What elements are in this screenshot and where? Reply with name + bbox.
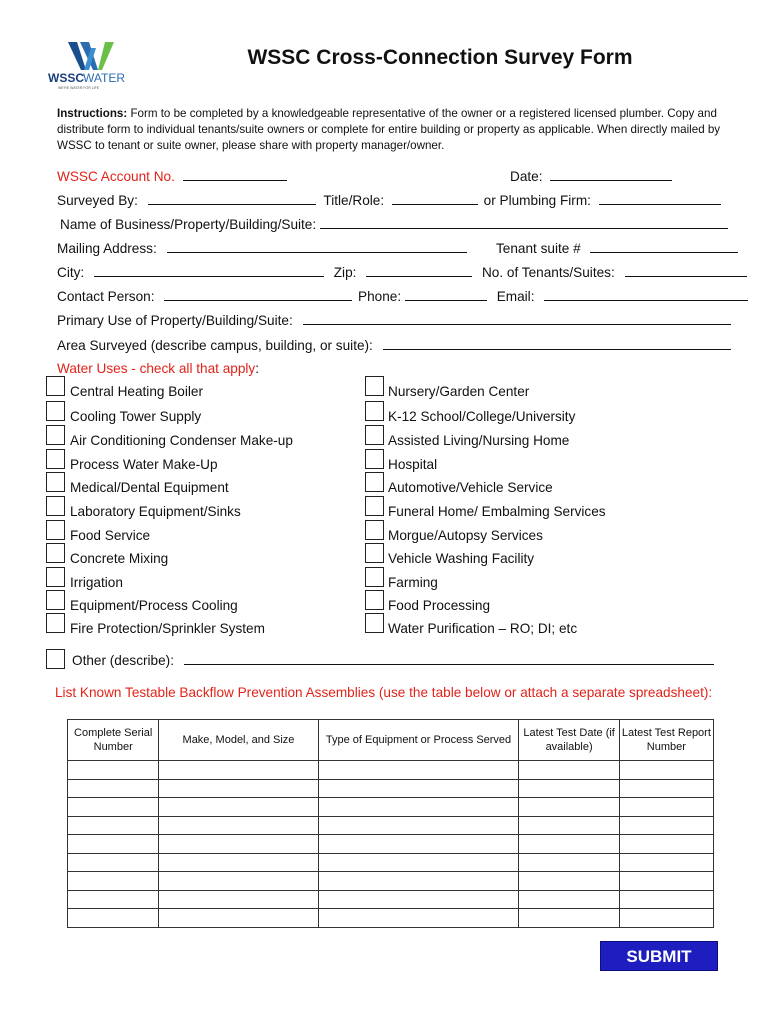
- left-checkbox-7[interactable]: [46, 543, 65, 563]
- other-label: Other (describe):: [72, 653, 174, 668]
- plumbing-firm-field[interactable]: [599, 191, 721, 205]
- left-checkbox-1[interactable]: [46, 401, 65, 421]
- business-name-label: Name of Business/Property/Building/Suite:: [60, 217, 317, 232]
- assemblies-table: [67, 719, 714, 928]
- city-row: [57, 263, 747, 282]
- table-cell[interactable]: [619, 779, 713, 798]
- water-uses-heading-text: Water Uses - check all that apply: [57, 361, 256, 376]
- zip-label: Zip:: [333, 265, 357, 280]
- account-no-field[interactable]: [183, 167, 287, 181]
- title-role-label: Title/Role:: [323, 193, 385, 208]
- date-label: Date:: [510, 169, 543, 184]
- left-label-10: Fire Protection/Sprinkler System: [70, 621, 265, 636]
- title-role-field[interactable]: [392, 191, 478, 205]
- table-cell[interactable]: [318, 853, 519, 872]
- table-row: [68, 872, 714, 891]
- left-label-9: Equipment/Process Cooling: [70, 598, 238, 613]
- right-checkbox-7[interactable]: [365, 543, 384, 563]
- num-tenants-field[interactable]: [625, 263, 747, 277]
- right-label-1: K-12 School/College/University: [388, 409, 576, 424]
- table-cell[interactable]: [519, 798, 619, 817]
- area-surveyed-label: Area Surveyed (describe campus, building, or suite):: [57, 338, 373, 353]
- surveyed-by-label: Surveyed By:: [57, 193, 138, 208]
- area-surveyed-row: [57, 336, 731, 355]
- right-label-6: Morgue/Autopsy Services: [388, 528, 543, 543]
- table-cell[interactable]: [159, 779, 318, 798]
- table-cell[interactable]: [619, 909, 713, 928]
- email-label: Email:: [496, 289, 535, 304]
- table-cell[interactable]: [318, 872, 519, 891]
- right-checkbox-5[interactable]: [365, 496, 384, 516]
- table-cell[interactable]: [318, 761, 519, 780]
- other-checkbox[interactable]: [46, 649, 65, 669]
- instructions-label: Instructions:: [57, 107, 128, 120]
- table-cell[interactable]: [68, 909, 159, 928]
- left-checkbox-9[interactable]: [46, 590, 65, 610]
- left-label-4: Medical/Dental Equipment: [70, 480, 229, 495]
- svg-text:WATER: WATER: [83, 71, 125, 85]
- right-label-3: Hospital: [388, 457, 438, 472]
- left-label-5: Laboratory Equipment/Sinks: [70, 504, 241, 519]
- table-cell[interactable]: [519, 835, 619, 854]
- instructions-text: Form to be completed by a knowledgeable representative of the owner or a registered licensed plumber. Copy and distribute form to individual tenants/suite owners or complete for entire building or property as applicable. When directly mailed by WSSC to tenant or suite owner, please share with property manager/owner.: [57, 107, 721, 152]
- col-report-number: Latest Test Report Number: [619, 720, 713, 761]
- table-cell[interactable]: [318, 779, 519, 798]
- num-tenants-label: No. of Tenants/Suites:: [481, 265, 615, 280]
- right-label-7: Vehicle Washing Facility: [388, 551, 535, 566]
- table-cell[interactable]: [159, 909, 318, 928]
- table-cell[interactable]: [68, 761, 159, 780]
- right-label-2: Assisted Living/Nursing Home: [388, 433, 570, 448]
- left-checkbox-8[interactable]: [46, 567, 65, 587]
- table-cell[interactable]: [159, 816, 318, 835]
- surveyed-by-row: [57, 191, 721, 210]
- table-cell[interactable]: [68, 872, 159, 891]
- col-equipment-type: Type of Equipment or Process Served: [318, 720, 519, 761]
- table-cell[interactable]: [68, 890, 159, 909]
- left-checkbox-0[interactable]: [46, 376, 65, 396]
- phone-label: Phone:: [358, 289, 402, 304]
- primary-use-label: Primary Use of Property/Building/Suite:: [57, 313, 293, 328]
- table-cell[interactable]: [619, 835, 713, 854]
- right-checkbox-9[interactable]: [365, 590, 384, 610]
- table-row: [68, 853, 714, 872]
- table-cell[interactable]: [68, 853, 159, 872]
- right-label-8: Farming: [388, 575, 438, 590]
- table-cell[interactable]: [619, 816, 713, 835]
- table-cell[interactable]: [519, 779, 619, 798]
- table-row: [68, 890, 714, 909]
- table-cell[interactable]: [519, 853, 619, 872]
- table-cell[interactable]: [159, 761, 318, 780]
- plumbing-firm-label: or Plumbing Firm:: [483, 193, 591, 208]
- table-cell[interactable]: [619, 798, 713, 817]
- right-checkbox-10[interactable]: [365, 613, 384, 633]
- date-field[interactable]: [550, 167, 672, 181]
- city-label: City:: [57, 265, 85, 280]
- right-checkbox-3[interactable]: [365, 449, 384, 469]
- account-no-row: [57, 167, 287, 186]
- table-cell[interactable]: [519, 816, 619, 835]
- left-checkbox-6[interactable]: [46, 520, 65, 540]
- table-cell[interactable]: [619, 853, 713, 872]
- left-label-2: Air Conditioning Condenser Make-up: [70, 433, 293, 448]
- table-cell[interactable]: [318, 798, 519, 817]
- email-field[interactable]: [544, 287, 748, 301]
- area-surveyed-field[interactable]: [383, 336, 731, 350]
- table-cell[interactable]: [318, 909, 519, 928]
- left-checkbox-4[interactable]: [46, 472, 65, 492]
- table-cell[interactable]: [619, 890, 713, 909]
- page-title: WSSC Cross-Connection Survey Form: [247, 46, 633, 69]
- table-cell[interactable]: [318, 890, 519, 909]
- city-field[interactable]: [94, 263, 324, 277]
- left-checkbox-10[interactable]: [46, 613, 65, 633]
- table-cell[interactable]: [159, 798, 318, 817]
- right-checkbox-2[interactable]: [365, 425, 384, 445]
- table-cell[interactable]: [159, 872, 318, 891]
- table-cell[interactable]: [619, 872, 713, 891]
- tenant-suite-label: Tenant suite #: [496, 241, 581, 256]
- mailing-row: [57, 239, 467, 258]
- right-checkbox-8[interactable]: [365, 567, 384, 587]
- left-label-8: Irrigation: [70, 575, 123, 590]
- table-cell[interactable]: [619, 761, 713, 780]
- right-label-10: Water Purification – RO; DI; etc: [388, 621, 578, 636]
- business-name-field[interactable]: [320, 215, 728, 229]
- table-cell[interactable]: [68, 779, 159, 798]
- col-serial: Complete Serial Number: [68, 720, 159, 761]
- table-cell[interactable]: [318, 816, 519, 835]
- table-cell[interactable]: [318, 835, 519, 854]
- contact-person-label: Contact Person:: [57, 289, 155, 304]
- water-uses-heading-suffix: :: [255, 361, 259, 376]
- right-checkbox-1[interactable]: [365, 401, 384, 421]
- table-cell[interactable]: [68, 798, 159, 817]
- other-field[interactable]: [184, 651, 714, 665]
- table-cell[interactable]: [159, 890, 318, 909]
- contact-person-field[interactable]: [164, 287, 352, 301]
- table-row: [68, 909, 714, 928]
- date-row: [510, 167, 672, 186]
- right-label-5: Funeral Home/ Embalming Services: [388, 504, 606, 519]
- table-row: [68, 761, 714, 780]
- phone-field[interactable]: [405, 287, 487, 301]
- table-cell[interactable]: [159, 835, 318, 854]
- left-checkbox-5[interactable]: [46, 496, 65, 516]
- table-cell[interactable]: [519, 872, 619, 891]
- assemblies-heading: List Known Testable Backflow Prevention Assemblies (use the table below or attach a separate spreadsheet):: [55, 685, 713, 700]
- table-row: [68, 798, 714, 817]
- table-cell[interactable]: [68, 835, 159, 854]
- mailing-address-field[interactable]: [167, 239, 467, 253]
- water-uses-heading: [57, 360, 259, 378]
- business-row: [60, 215, 728, 234]
- table-cell[interactable]: [68, 816, 159, 835]
- left-checkbox-3[interactable]: [46, 449, 65, 469]
- assemblies-header-row: [68, 720, 714, 761]
- right-label-9: Food Processing: [388, 598, 491, 613]
- submit-button[interactable]: SUBMIT: [600, 941, 718, 971]
- right-checkbox-0[interactable]: [365, 376, 384, 396]
- svg-text:WSSC: WSSC: [48, 71, 84, 85]
- table-row: [68, 816, 714, 835]
- right-checkbox-6[interactable]: [365, 520, 384, 540]
- col-make-model: Make, Model, and Size: [159, 720, 318, 761]
- table-row: [68, 779, 714, 798]
- tenant-suite-row: [496, 239, 738, 258]
- left-checkbox-2[interactable]: [46, 425, 65, 445]
- zip-field[interactable]: [366, 263, 472, 277]
- contact-row: [57, 287, 748, 306]
- surveyed-by-field[interactable]: [148, 191, 316, 205]
- instructions: [57, 106, 737, 154]
- left-label-3: Process Water Make-Up: [70, 457, 218, 472]
- right-checkbox-4[interactable]: [365, 472, 384, 492]
- other-row: [72, 651, 714, 670]
- table-cell[interactable]: [519, 909, 619, 928]
- primary-use-field[interactable]: [303, 311, 731, 325]
- account-no-label: WSSC Account No.: [57, 169, 175, 184]
- left-label-6: Food Service: [70, 528, 151, 543]
- right-label-4: Automotive/Vehicle Service: [388, 480, 553, 495]
- left-label-0: Central Heating Boiler: [70, 384, 203, 399]
- table-cell[interactable]: [519, 890, 619, 909]
- svg-text:WE'RE WATER FOR LIFE: WE'RE WATER FOR LIFE: [58, 86, 100, 90]
- tenant-suite-field[interactable]: [590, 239, 738, 253]
- table-row: [68, 835, 714, 854]
- left-label-1: Cooling Tower Supply: [70, 409, 202, 424]
- col-test-date: Latest Test Date (if available): [519, 720, 619, 761]
- left-label-7: Concrete Mixing: [70, 551, 169, 566]
- mailing-address-label: Mailing Address:: [57, 241, 157, 256]
- table-cell[interactable]: [519, 761, 619, 780]
- primary-use-row: [57, 311, 731, 330]
- table-cell[interactable]: [159, 853, 318, 872]
- right-label-0: Nursery/Garden Center: [388, 384, 530, 399]
